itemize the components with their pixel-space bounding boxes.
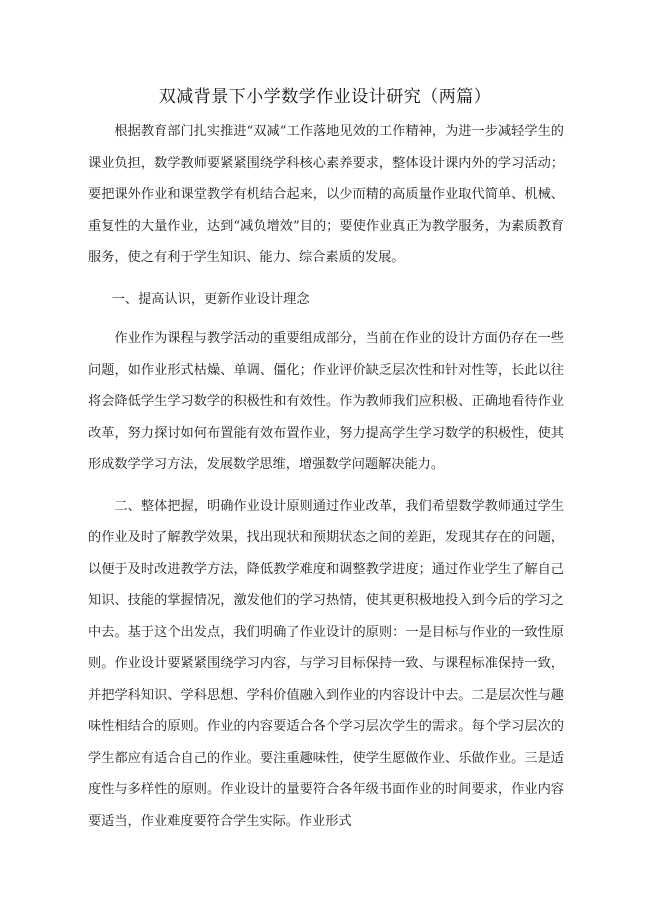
section-1-paragraph: 作业作为课程与教学活动的重要组成部分，当前在作业的设计方面仍存在一些问题，如作业形式枯燥、单调、僵化；作业评价缺乏层次性和针对性等，长此以往将会降低学生学习数学的积极性和有效性。作为教师我们应积极、正确地看待作业改革，努力探讨如何布置能有效布置作业，努力提高学生学习数学的积极性，使其形成数学学习方法，发展数学思维，增强数学问题解决能力。 bbox=[88, 331, 564, 472]
document-body bbox=[88, 116, 564, 837]
intro-paragraph: 根据教育部门扎实推进“双减”工作落地见效的工作精神，为进一步减轻学生的课业负担，数学教师要紧紧围绕学科核心素养要求，整体设计课内外的学习活动；要把课外作业和课堂教学有机结合起来，以少而精的高质量作业取代简单、机械、重复性的大量作业，达到“减负增效”目的；要使作业真正为教学服务，为素质教育服务，使之有利于学生知识、能力、综合素质的发展。 bbox=[88, 124, 564, 265]
document-title: 双减背景下小学数学作业设计研究（两篇） bbox=[158, 87, 492, 107]
section-heading-1: 一、提高认识，更新作业设计理念 bbox=[111, 291, 310, 307]
section-2-paragraph: 二、整体把握，明确作业设计原则通过作业改革，我们希望数学教师通过学生的作业及时了解教学效果，找出现状和预期状态之间的差距，发现其存在的问题，以便于及时改进教学方法，降低教学难度和调整教学进度；通过作业学生了解自己知识、技能的掌握情况，激发他们的学习热情，使其更积极地投入到今后的学习之中去。基于这个出发点，我们明确了作业设计的原则：一是目标与作业的一致性原则。作业设计要紧紧围绕学习内容，与学习目标保持一致、与课程标准保持一致，并把学科知识、学科思想、学科价值融入到作业的内容设计中去。二是层次性与趣味性相结合的原则。作业的内容要适合各个学习层次学生的需求。每个学习层次的学生都应有适合自己的作业。要注重趣味性，使学生愿做作业、乐做作业。三是适度性与多样性的原则。作业设计的量要符合各年级书面作业的时间要求，作业内容要适当，作业难度要符合学生实际。作业形式 bbox=[88, 498, 564, 829]
